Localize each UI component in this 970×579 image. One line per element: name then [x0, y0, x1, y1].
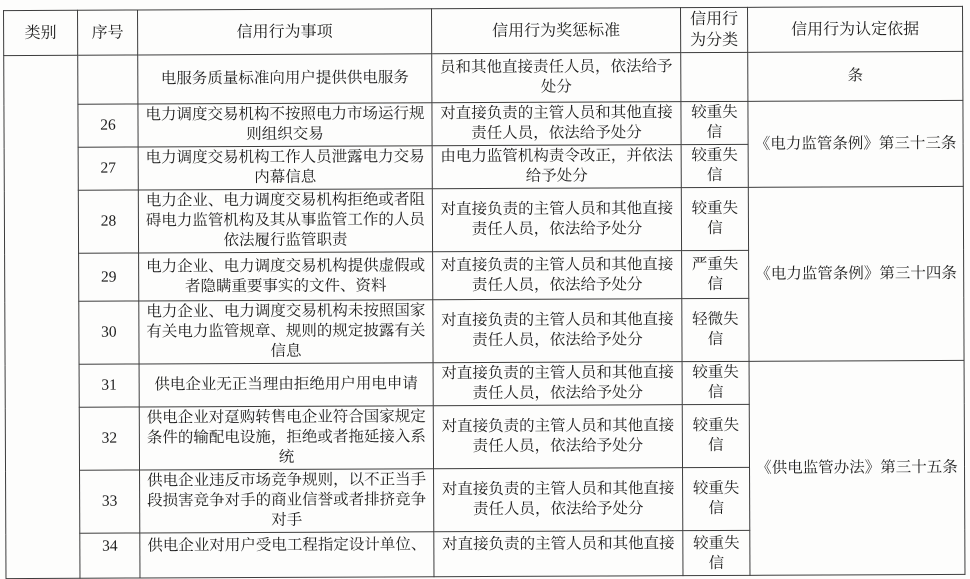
col-header-classification: 信用行为分类 [681, 7, 748, 52]
table-row [4, 100, 963, 147]
classification-cell: 较重失信 [681, 187, 748, 250]
standard-cell: 对直接负责的主管人员和其他直接责任人员，依法给予处分 [432, 102, 681, 146]
classification-cell: 较重失信 [681, 101, 748, 144]
classification-cell: 较重失信 [681, 144, 748, 187]
col-header-category: 类别 [4, 10, 78, 55]
item-cell: 供电企业对趸购转售电企业符合国家规定条件的输配电设施，拒绝或者拖延接入系统 [139, 406, 433, 470]
standard-cell: 对直接负责的主管人员和其他直接责任人员，依法给予处分 [434, 468, 683, 532]
credit-behavior-table [3, 6, 965, 579]
standard-cell: 对直接负责的主管人员和其他直接责任人员，依法给予处分 [433, 299, 682, 363]
col-header-standard: 信用行为奖惩标准 [432, 8, 681, 54]
basis-cell: 条 [748, 51, 963, 101]
classification-cell: 较重失信 [682, 404, 749, 467]
seq-cell: 29 [79, 253, 139, 301]
item-cell: 供电企业对用户受电工程指定设计单位、 [140, 532, 434, 578]
seq-cell: 30 [79, 301, 139, 364]
classification-cell: 较重失信 [683, 530, 750, 575]
standard-cell: 对直接负责的主管人员和其他直接责任人员，依法给予处分 [433, 362, 682, 406]
basis-cell: 《供电监管办法》第三十五条 [749, 360, 965, 575]
seq-cell: 32 [79, 407, 139, 470]
seq-cell: 31 [79, 364, 139, 407]
item-cell: 电力企业、电力调度交易机构未按照国家有关电力监管规章、规则的规定披露有关信息 [139, 300, 433, 364]
seq-cell: 33 [80, 470, 140, 533]
item-cell: 电力企业、电力调度交易机构拒绝或者阻碍电力监管机构及其从事监管工作的人员依法履行监管职责 [138, 189, 432, 253]
standard-cell: 对直接负责的主管人员和其他直接责任人员，依法给予处分 [433, 405, 682, 469]
standard-cell: 对直接负责的主管人员和其他直接责任人员，依法给予处分 [432, 188, 681, 252]
seq-cell: 34 [80, 533, 140, 578]
seq-cell: 28 [78, 190, 138, 253]
table-container [3, 6, 964, 579]
basis-cell: 《电力监管条例》第三十四条 [748, 186, 964, 361]
standard-cell: 由电力监管机构责令改正，并依法给予处分 [432, 145, 681, 189]
item-cell: 电力调度交易机构工作人员泄露电力交易内幕信息 [138, 146, 432, 190]
table-row [4, 186, 963, 253]
item-cell: 电服务质量标准向用户提供供电服务 [138, 54, 432, 104]
item-cell: 电力调度交易机构不按照电力市场运行规则组织交易 [138, 103, 432, 147]
classification-cell: 较重失信 [682, 361, 749, 404]
item-cell: 电力企业、电力调度交易机构提供虚假或者隐瞒重要事实的文件、资料 [139, 252, 433, 301]
col-header-seq: 序号 [78, 10, 138, 55]
standard-cell: 员和其他直接责任人员，依法给予处分 [432, 53, 681, 103]
table-row [4, 51, 963, 104]
seq-cell: 26 [78, 104, 138, 147]
classification-cell: 轻微失信 [682, 298, 749, 361]
item-cell: 供电企业违反市场竞争规则，以不正当手段损害竞争对手的商业信誉或者排挤竞争对手 [140, 469, 434, 533]
col-header-basis: 信用行为认定依据 [748, 6, 963, 52]
seq-cell [78, 55, 138, 104]
item-cell: 供电企业无正当理由拒绝用户用电申请 [139, 363, 433, 407]
classification-cell: 较重失信 [683, 467, 750, 530]
basis-cell: 《电力监管条例》第三十三条 [748, 100, 963, 187]
header-row [4, 6, 963, 55]
classification-cell [681, 52, 748, 101]
standard-cell: 对直接负责的主管人员和其他直接 [434, 531, 683, 577]
category-merged-cell [4, 55, 80, 578]
seq-cell: 27 [78, 147, 138, 190]
table-row [5, 360, 964, 407]
classification-cell: 严重失信 [682, 250, 749, 298]
col-header-item: 信用行为事项 [138, 9, 432, 55]
standard-cell: 对直接负责的主管人员和其他直接责任人员，依法给予处分 [433, 251, 682, 300]
